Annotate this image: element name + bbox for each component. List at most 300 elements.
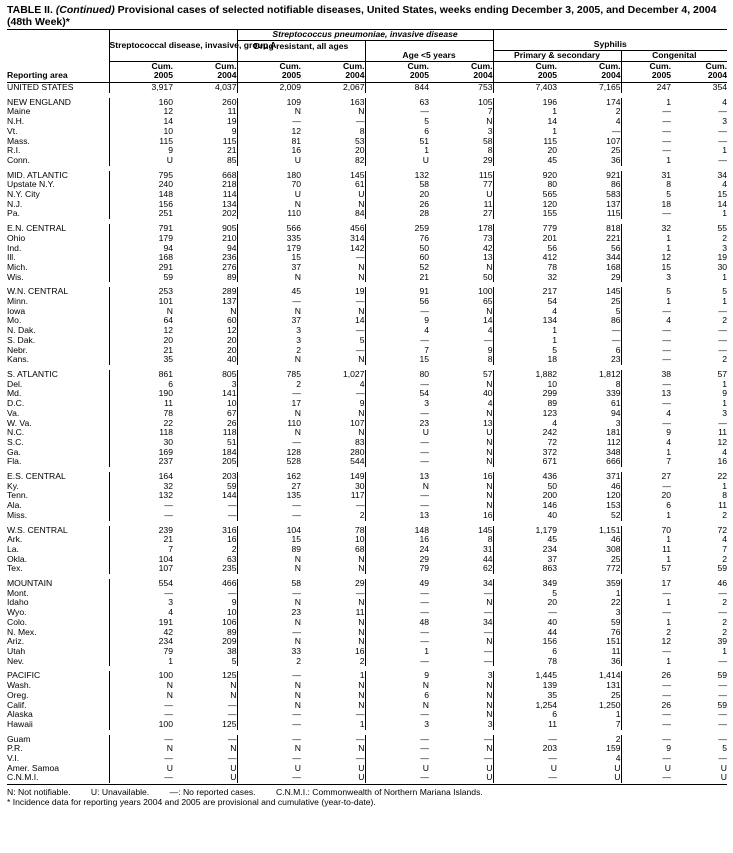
value-cell: 24 (365, 545, 429, 555)
value-cell: 15 (717, 189, 728, 200)
value-cell: 32 (493, 273, 557, 283)
value-cell: N (358, 699, 365, 710)
table-row (7, 457, 727, 467)
value-cell: 3 (237, 326, 301, 336)
value-cell: 2 (722, 597, 728, 608)
value-cell: 1 (722, 645, 728, 656)
value-cell: — (718, 718, 728, 729)
value-cell: N (486, 490, 493, 501)
value-cell: 21 (109, 535, 173, 545)
value-cell: 1,254 (493, 701, 557, 711)
value-cell: 20 (226, 334, 237, 345)
reporting-area-cell: N. Mex. (7, 626, 37, 637)
value-cell: 89 (226, 626, 237, 637)
value-cell: 1 (493, 336, 557, 346)
value-cell: 56 (365, 297, 429, 307)
value-cell: 56 (610, 242, 621, 253)
value-cell: 218 (222, 179, 237, 190)
value-cell: 45 (237, 287, 301, 297)
value-cell: 344 (606, 252, 621, 263)
value-cell: 805 (222, 369, 237, 379)
value-cell: — (621, 589, 671, 599)
value-cell: 13 (365, 472, 429, 482)
value-cell: — (493, 773, 557, 783)
value-cell: 25 (610, 296, 621, 307)
value-cell: 2 (237, 380, 301, 390)
value-cell: 566 (237, 224, 301, 234)
table-body (7, 83, 727, 784)
header-cum: Cum. (343, 60, 365, 71)
reporting-area-cell: Utah (7, 645, 26, 656)
value-cell: 8 (621, 180, 671, 190)
value-cell: 2 (722, 232, 728, 243)
value-cell: 1 (621, 448, 671, 458)
value-cell: — (718, 154, 728, 165)
value-cell: 412 (493, 253, 557, 263)
value-cell: 1 (722, 208, 728, 219)
value-cell: — (109, 773, 173, 783)
value-cell: 168 (109, 253, 173, 263)
value-cell: — (237, 710, 301, 720)
value-cell: — (718, 125, 728, 136)
value-cell: 5 (722, 286, 728, 297)
footnote-u: U: Unavailable. (90, 787, 150, 798)
value-cell: — (483, 607, 493, 618)
value-cell: — (611, 325, 621, 336)
value-cell: 135 (237, 491, 301, 501)
value-cell: 72 (717, 524, 728, 535)
value-cell: 190 (109, 389, 173, 399)
value-cell: 89 (226, 271, 237, 282)
value-cell: 354 (712, 82, 728, 93)
value-cell: N (486, 407, 493, 418)
value-cell: 109 (237, 98, 301, 108)
value-cell: 115 (222, 135, 237, 146)
value-cell: 3 (237, 336, 301, 346)
value-cell: 1 (365, 647, 429, 657)
value-cell: 106 (222, 616, 237, 627)
reporting-area-cell: N.C. (7, 427, 25, 438)
value-cell: 5 (365, 117, 429, 127)
value-cell: N (358, 261, 365, 272)
value-cell: 15 (621, 263, 671, 273)
value-cell: 1 (621, 244, 671, 254)
value-cell: N (486, 699, 493, 710)
value-cell: 2 (615, 106, 621, 117)
value-cell: 6 (493, 647, 557, 657)
header-year-2004: 2004 (429, 71, 493, 82)
value-cell: — (365, 628, 429, 638)
value-cell: 921 (606, 169, 621, 180)
value-cell: N (486, 305, 493, 316)
header-reporting-area: Reporting area (7, 71, 109, 82)
value-cell: — (493, 608, 557, 618)
value-cell: U (614, 762, 621, 773)
value-cell: 9 (621, 428, 671, 438)
reporting-area-cell: Del. (7, 378, 23, 389)
value-cell: 6 (365, 691, 429, 701)
reporting-area-cell: Va. (7, 407, 20, 418)
value-cell: 7 (487, 106, 493, 117)
reporting-area-cell: Maine (7, 106, 31, 117)
reporting-area-cell: S. Dak. (7, 334, 36, 345)
value-cell: N (230, 743, 237, 754)
value-cell: 40 (493, 618, 557, 628)
value-cell: U (358, 189, 365, 200)
value-cell: N (109, 307, 173, 317)
value-cell: N (486, 709, 493, 720)
value-cell: 1 (615, 709, 621, 720)
value-cell: 3 (615, 417, 621, 428)
reporting-area-cell: NEW ENGLAND (7, 96, 71, 107)
value-cell: — (365, 608, 429, 618)
value-cell: 1 (621, 598, 671, 608)
value-cell: U (486, 772, 493, 783)
value-cell: 3 (722, 242, 728, 253)
value-cell: — (109, 511, 173, 521)
header-cum: Cum. (493, 61, 557, 71)
value-cell: 11 (483, 198, 493, 209)
value-cell: 84 (354, 208, 365, 219)
value-cell: — (237, 628, 301, 638)
value-cell: N (358, 407, 365, 418)
table-row (7, 355, 727, 365)
value-cell: 316 (222, 524, 237, 535)
reporting-area-cell: Ky. (7, 480, 19, 491)
value-cell: 22 (109, 419, 173, 429)
value-cell: N (237, 409, 301, 419)
reporting-area-cell: Upstate N.Y. (7, 179, 55, 190)
value-cell: 18 (621, 200, 671, 210)
header-year-2005: 2005 (493, 71, 557, 82)
reporting-area-cell: UNITED STATES (7, 82, 74, 93)
value-cell: 16 (237, 146, 301, 156)
value-cell: 9 (487, 344, 493, 355)
value-cell: 107 (109, 564, 173, 574)
value-cell: 4 (487, 325, 493, 336)
value-cell: 45 (493, 156, 557, 166)
value-cell: 8 (722, 490, 728, 501)
value-cell: — (621, 399, 671, 409)
value-cell: N (358, 689, 365, 700)
value-cell: — (718, 607, 728, 618)
reporting-area-cell: Wyo. (7, 607, 27, 618)
header-cum: Cum. (599, 60, 621, 71)
value-cell: 78 (109, 409, 173, 419)
value-cell: N (237, 428, 301, 438)
value-cell: — (365, 409, 429, 419)
value-cell: 12 (621, 253, 671, 263)
value-cell: 4,037 (214, 82, 237, 93)
value-cell: — (237, 117, 301, 127)
value-cell: 115 (493, 137, 557, 147)
value-cell: — (355, 116, 365, 127)
reporting-area-cell: La. (7, 543, 19, 554)
value-cell: — (365, 735, 429, 745)
value-cell: 42 (482, 242, 493, 253)
value-cell: 3 (621, 273, 671, 283)
value-cell: — (621, 137, 671, 147)
title-continued: (Continued) (55, 4, 115, 16)
value-cell: 2 (722, 616, 728, 627)
value-cell: 276 (222, 261, 237, 272)
value-cell: 70 (621, 526, 671, 536)
value-cell: — (237, 720, 301, 730)
header-year-2005: 2005 (109, 71, 173, 82)
value-cell: 21 (109, 346, 173, 356)
value-cell: 236 (222, 252, 237, 263)
value-cell: — (365, 501, 429, 511)
value-cell: 59 (109, 273, 173, 283)
value-cell: 7 (621, 457, 671, 467)
value-cell: 21 (365, 273, 429, 283)
reporting-area-cell: Tex. (7, 563, 23, 574)
value-cell: 3 (231, 378, 237, 389)
value-cell: 3 (487, 125, 493, 136)
value-cell: 2 (621, 628, 671, 638)
value-cell: 60 (365, 253, 429, 263)
value-cell: 1 (621, 535, 671, 545)
value-cell: 156 (109, 200, 173, 210)
value-cell: N (109, 691, 173, 701)
value-cell: 52 (365, 263, 429, 273)
reporting-area-cell: Ala. (7, 500, 22, 511)
value-cell: 1 (722, 480, 728, 491)
value-cell: 8 (487, 534, 493, 545)
value-cell: 115 (109, 137, 173, 147)
value-cell: 94 (226, 242, 237, 253)
header-congenital: Congenital (621, 50, 727, 61)
value-cell: N (358, 305, 365, 316)
value-cell: 20 (109, 336, 173, 346)
reporting-area-cell: Okla. (7, 553, 28, 564)
value-cell: 10 (226, 398, 237, 409)
value-cell: U (621, 764, 671, 774)
value-cell: 7,165 (599, 82, 621, 93)
value-cell: 1 (722, 398, 728, 409)
value-cell: — (718, 733, 728, 744)
value-cell: 1 (722, 145, 728, 156)
reporting-area-cell: Alaska (7, 709, 33, 720)
value-cell: 4 (621, 438, 671, 448)
value-cell: 110 (237, 209, 301, 219)
value-cell: 11 (109, 399, 173, 409)
value-cell: 3 (722, 116, 728, 127)
value-cell: 11 (718, 500, 728, 511)
value-cell: 1,027 (342, 369, 365, 379)
value-cell: 1,882 (493, 370, 557, 380)
reporting-area-cell: E.N. CENTRAL (7, 223, 67, 234)
value-cell: 59 (226, 480, 237, 491)
disease-table (7, 29, 727, 783)
value-cell: N (486, 378, 493, 389)
value-cell: 1 (493, 127, 557, 137)
title-week: (48th Week)* (7, 16, 70, 28)
value-cell: N (486, 597, 493, 608)
value-cell: 12 (226, 325, 237, 336)
value-cell: 15 (365, 355, 429, 365)
value-cell: 16 (354, 645, 365, 656)
value-cell: 1,445 (493, 671, 557, 681)
value-cell: 55 (717, 223, 728, 234)
value-cell: 67 (226, 407, 237, 418)
value-cell: 78 (354, 524, 365, 535)
value-cell: 54 (493, 297, 557, 307)
value-cell: — (718, 587, 728, 598)
value-cell: N (486, 500, 493, 511)
value-cell: 335 (237, 234, 301, 244)
value-cell: 20 (226, 344, 237, 355)
value-cell: 125 (222, 718, 237, 729)
value-cell: 4 (359, 378, 365, 389)
value-cell: 289 (222, 286, 237, 297)
value-cell: — (227, 587, 237, 598)
value-cell: 235 (222, 563, 237, 574)
value-cell: N (358, 616, 365, 627)
value-cell: 40 (482, 388, 493, 399)
header-group-a: Streptococcal disease, invasive, group A (109, 40, 237, 61)
value-cell: 82 (354, 154, 365, 165)
value-cell: 45 (493, 535, 557, 545)
value-cell: 3 (487, 718, 493, 729)
value-cell: — (718, 325, 728, 336)
value-cell: 15 (237, 253, 301, 263)
header-cum: Cum. (365, 61, 429, 71)
value-cell: 123 (493, 409, 557, 419)
value-cell: 2 (722, 509, 728, 520)
value-cell: N (358, 354, 365, 365)
value-cell: 178 (478, 223, 493, 234)
value-cell: 7 (615, 718, 621, 729)
value-cell: — (621, 336, 671, 346)
value-cell: 779 (493, 224, 557, 234)
value-cell: 40 (226, 354, 237, 365)
value-cell: N (486, 456, 493, 467)
reporting-area-cell: Idaho (7, 597, 29, 608)
value-cell: 4 (722, 446, 728, 457)
value-cell: — (237, 297, 301, 307)
value-cell: — (621, 107, 671, 117)
value-cell: U (614, 772, 621, 783)
reporting-area-cell: S. ATLANTIC (7, 369, 58, 379)
value-cell: 59 (610, 616, 621, 627)
reporting-area-cell: Nev. (7, 655, 25, 666)
value-cell: 1 (621, 555, 671, 565)
value-cell: 155 (493, 209, 557, 219)
value-cell: — (493, 754, 557, 764)
value-cell: 1,179 (493, 526, 557, 536)
value-cell: 14 (717, 198, 728, 209)
value-cell: N (237, 107, 301, 117)
value-cell: 12 (109, 326, 173, 336)
value-cell: 920 (493, 171, 557, 181)
value-cell: 6 (365, 127, 429, 137)
footnote-star: * Incidence data for reporting years 2004 and 2005 are provisional and cumulative (year-to-date). (7, 797, 376, 808)
value-cell: 12 (109, 107, 173, 117)
value-cell: 159 (606, 743, 621, 754)
value-cell: N (486, 261, 493, 272)
reporting-area-cell: MID. ATLANTIC (7, 169, 68, 180)
value-cell: — (237, 773, 301, 783)
value-cell: — (621, 146, 671, 156)
value-cell: 35 (109, 355, 173, 365)
value-cell: 456 (350, 223, 365, 234)
table-row (7, 156, 727, 166)
value-cell: 22 (717, 471, 728, 482)
reporting-area-cell: Colo. (7, 616, 28, 627)
value-cell: — (718, 680, 728, 691)
value-cell: 50 (482, 271, 493, 282)
value-cell: — (365, 710, 429, 720)
value-cell: N (237, 598, 301, 608)
value-cell: 9 (621, 744, 671, 754)
value-cell: 4 (722, 179, 728, 190)
value-cell: — (621, 326, 671, 336)
value-cell: N (237, 555, 301, 565)
value-cell: — (355, 587, 365, 598)
value-cell: — (621, 127, 671, 137)
value-cell: 26 (621, 671, 671, 681)
value-cell: — (718, 709, 728, 720)
value-cell: 2,067 (342, 82, 365, 93)
value-cell: 37 (237, 316, 301, 326)
value-cell: 89 (237, 545, 301, 555)
value-cell: — (365, 107, 429, 117)
value-cell: 64 (109, 316, 173, 326)
value-cell: 19 (717, 252, 728, 263)
value-cell: 1,250 (599, 699, 621, 710)
value-cell: 134 (222, 198, 237, 209)
value-cell: 169 (109, 448, 173, 458)
value-cell: 772 (606, 563, 621, 574)
value-cell: — (355, 709, 365, 720)
value-cell: 5 (722, 743, 728, 754)
reporting-area-cell: V.I. (7, 753, 20, 764)
reporting-area-cell: W.S. CENTRAL (7, 524, 68, 535)
value-cell: 251 (109, 209, 173, 219)
value-cell: 4 (615, 753, 621, 764)
value-cell: 46 (717, 578, 728, 589)
value-cell: 209 (222, 636, 237, 647)
value-cell: 163 (350, 96, 365, 107)
value-cell: — (621, 355, 671, 365)
value-cell: 104 (109, 555, 173, 565)
value-cell: 9 (231, 125, 237, 136)
value-cell: 203 (493, 744, 557, 754)
value-cell: 86 (610, 315, 621, 326)
value-cell: 371 (606, 471, 621, 482)
value-cell: N (230, 689, 237, 700)
value-cell: 118 (109, 428, 173, 438)
value-cell: 142 (350, 242, 365, 253)
value-cell: 1 (365, 146, 429, 156)
value-cell: 148 (365, 526, 429, 536)
value-cell: 58 (365, 180, 429, 190)
title-prefix: TABLE II. (7, 4, 56, 16)
value-cell: 174 (606, 96, 621, 107)
value-cell: 1,414 (599, 670, 621, 681)
value-cell: 80 (493, 180, 557, 190)
footnote-n: N: Not notifiable. (7, 787, 71, 798)
value-cell: — (611, 125, 621, 136)
header-spacer-3 (7, 50, 109, 61)
value-cell: 7,403 (493, 83, 557, 93)
header-cum: Cum. (471, 60, 493, 71)
value-cell: 76 (610, 626, 621, 637)
value-cell: — (355, 388, 365, 399)
value-cell: N (358, 198, 365, 209)
value-cell: 6 (621, 501, 671, 511)
